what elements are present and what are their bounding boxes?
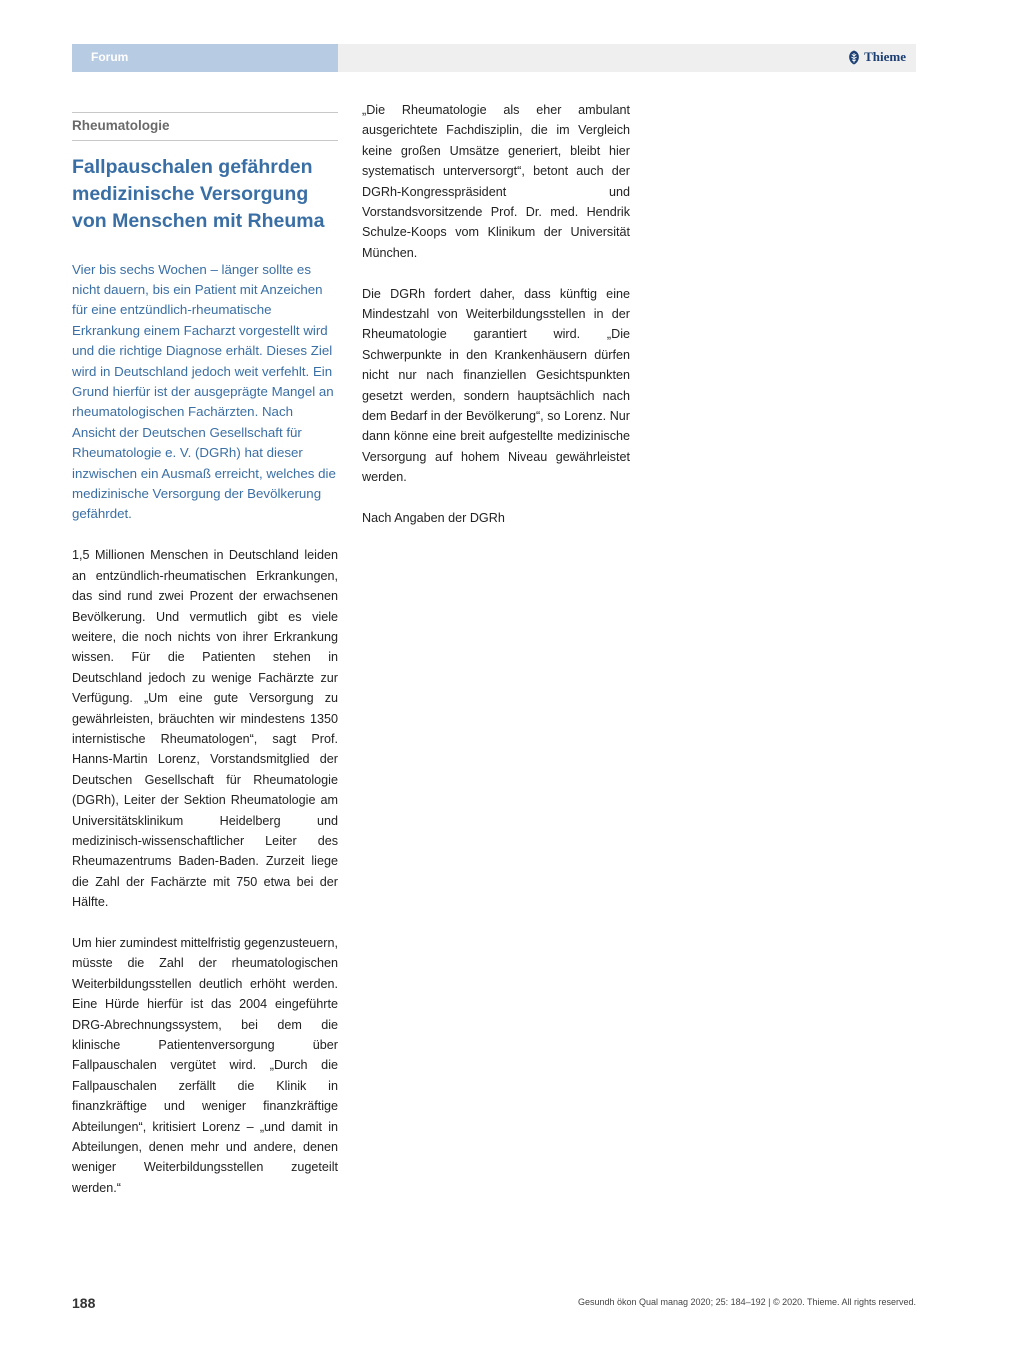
article-lead: Vier bis sechs Wochen – länger sollte es nicht dauern, bis ein Patient mit Anzeichen für eine entzündlich-rheumatische Erkrankung einem Facharzt vorgestellt wird und die richtige Diagnose erhält. Dieses Ziel wird in Deutschland jedoch weit verfehlt. Ein Grund hierfür ist der ausgeprägte Mangel an rheumatologischen Fachärzten. Nach Ansicht der Deutschen Gesellschaft für Rheumatologie e. V. (DGRh) hat dieser inzwischen ein Ausmaß erreicht, welches die medizinische Versorgung der Bevölkerung gefährdet. bbox=[72, 261, 336, 522]
thieme-tree-logo-icon bbox=[848, 50, 860, 65]
article-title: Fallpauschalen gefährden medizinische Versorgung von Menschen mit Rheuma bbox=[72, 156, 325, 233]
body-paragraph: „Die Rheumatologie als eher ambulant ausgerichtete Fachdisziplin, die im Vergleich keine großen Umsätze generiert, bleibt hier systematisch unterversorgt“, betont auch der DGRh-Kongresspräsident und Vorstandsvorsitzende Prof. Dr. med. Hendrik Schulze-Koops vom Klinikum der Universität München. bbox=[362, 103, 630, 260]
citation: Gesundh ökon Qual manag 2020; 25: 184–192 | © 2020. Thieme. All rights reserved. bbox=[577, 1297, 916, 1307]
source-note: Nach Angaben der DGRh bbox=[362, 511, 505, 526]
article-column-left bbox=[72, 112, 338, 1198]
page-number: 188 bbox=[72, 1295, 96, 1311]
header-bar bbox=[72, 44, 916, 72]
section-band bbox=[72, 44, 338, 72]
brand-name: Thieme bbox=[864, 49, 906, 64]
body-paragraph: Die DGRh fordert daher, dass künftig eine Mindestzahl von Weiterbildungsstellen in der Rheumatologie garantiert wird. „Die Schwerpunkte in den Krankenhäusern dürfen nicht nur nach finanziellen Gesichtspunkten gesetzt werden, sondern hauptsächlich nach dem Bedarf in der Bevölkerung“, so Lorenz. Nur dann könne eine breit aufgestellte medizinische Versorgung auf hohem Niveau gewährleistet werden. bbox=[362, 286, 630, 485]
article-rubric bbox=[72, 112, 338, 141]
brand bbox=[848, 49, 906, 65]
body-paragraph: 1,5 Millionen Menschen in Deutschland leiden an entzündlich-rheumatischen Erkrankungen, das sind rund zwei Prozent der erwachsenen Bevölkerung. Und vermutlich gibt es viele weitere, die noch nichts von ihrer Erkrankung wissen. Für die Patienten stehen in Deutschland jedoch zu wenige Fachärzte zur Verfügung. „Um eine gute Versorgung zu gewährleisten, bräuchten wir mindestens 1350 internistische Rheumatologen“, sagt Prof. Hanns-Martin Lorenz, Vorstandsmitglied der Deutschen Gesellschaft für Rheumatologie (DGRh), Leiter der Sektion Rheumatologie am Universitätsklinikum Heidelberg und medizinisch-wissenschaftlicher Leiter des Rheumazentrums Baden-Baden. Zurzeit liege die Zahl der Fachärzte mit 750 etwa bei der Hälfte. bbox=[72, 548, 338, 910]
rubric-label: Rheumatologie bbox=[72, 118, 170, 133]
body-paragraph: Um hier zumindest mittelfristig gegenzusteuern, müsste die Zahl der rheumatologischen Weiterbildungsstellen deutlich erhöht werden. Eine Hürde hierfür ist das 2004 eingeführte DRG-Abrechnungssystem, bei dem die klinische Patientenversorgung über Fallpauschalen vergütet wird. „Durch die Fallpauschalen zerfällt die Klinik in finanzkräftige und weniger finanzkräftige Abteilungen“, kritisiert Lorenz – „und damit in Abteilungen, denen mehr und andere, denen weniger Weiterbildungsstellen zugeteilt werden.“ bbox=[72, 935, 338, 1195]
article-column-right bbox=[362, 100, 630, 529]
section-label: Forum bbox=[91, 50, 129, 64]
